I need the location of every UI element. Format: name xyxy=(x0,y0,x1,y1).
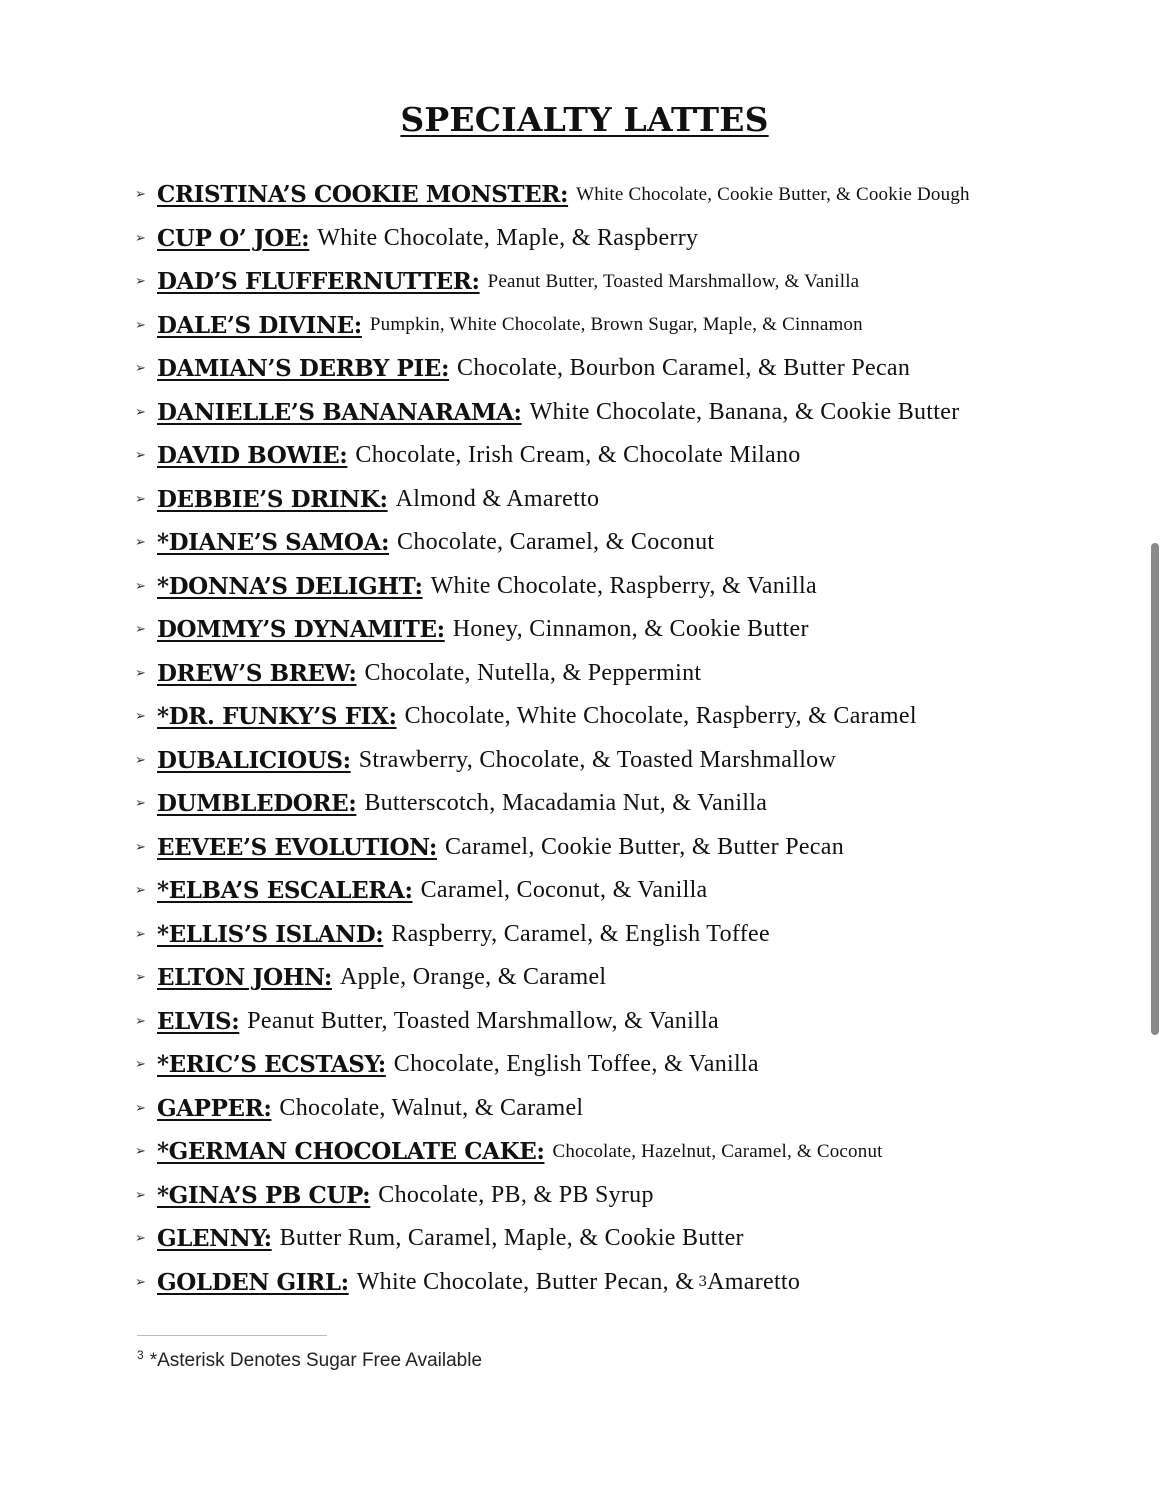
arrow-bullet-icon: ➢ xyxy=(135,1100,146,1116)
latte-ingredients: Honey, Cinnamon, & Cookie Butter xyxy=(452,616,809,643)
latte-name: DANIELLE’S BANANARAMA: xyxy=(157,398,522,426)
latte-name: DOMMY’S DYNAMITE: xyxy=(157,616,445,644)
latte-item xyxy=(135,521,1135,565)
latte-ingredients: Peanut Butter, Toasted Marshmallow, & Vanilla xyxy=(487,270,860,292)
latte-name: *DONNA’S DELIGHT: xyxy=(157,572,423,600)
arrow-bullet-icon: ➢ xyxy=(135,535,146,551)
latte-item xyxy=(135,391,1135,435)
latte-list xyxy=(135,173,1135,1304)
latte-ingredients: Chocolate, Walnut, & Caramel xyxy=(279,1094,584,1121)
latte-item xyxy=(135,434,1135,478)
latte-ingredients: Peanut Butter, Toasted Marshmallow, & Vanilla xyxy=(247,1007,719,1034)
latte-name: CUP O’ JOE: xyxy=(157,224,310,252)
arrow-bullet-icon: ➢ xyxy=(135,622,146,638)
latte-ingredients: Chocolate, Irish Cream, & Chocolate Milano xyxy=(355,442,801,469)
latte-item xyxy=(135,1174,1135,1218)
latte-ingredients: White Chocolate, Banana, & Cookie Butter xyxy=(529,398,960,425)
latte-ingredients: Butter Rum, Caramel, Maple, & Cookie Butter xyxy=(279,1225,744,1252)
latte-name: *GINA’S PB CUP: xyxy=(157,1181,371,1209)
latte-ingredients: White Chocolate, Raspberry, & Vanilla xyxy=(430,572,817,599)
arrow-bullet-icon: ➢ xyxy=(135,1231,146,1247)
latte-name: GLENNY: xyxy=(157,1225,272,1253)
arrow-bullet-icon: ➢ xyxy=(135,274,146,290)
latte-name: EEVEE’S EVOLUTION: xyxy=(157,833,437,861)
arrow-bullet-icon: ➢ xyxy=(135,752,146,768)
arrow-bullet-icon: ➢ xyxy=(135,1187,146,1203)
arrow-bullet-icon: ➢ xyxy=(135,317,146,333)
latte-name: DUBALICIOUS: xyxy=(157,746,351,774)
latte-item xyxy=(135,869,1135,913)
latte-name: DEBBIE’S DRINK: xyxy=(157,485,388,513)
footnote-divider xyxy=(137,1335,327,1336)
latte-ingredients: Butterscotch, Macadamia Nut, & Vanilla xyxy=(364,790,768,817)
arrow-bullet-icon: ➢ xyxy=(135,796,146,812)
footnote-number: 3 xyxy=(137,1347,144,1362)
latte-name: ELTON JOHN: xyxy=(157,964,332,992)
latte-item xyxy=(135,173,1135,217)
latte-item xyxy=(135,1043,1135,1087)
latte-ingredients: Almond & Amaretto xyxy=(395,485,600,512)
latte-item xyxy=(135,608,1135,652)
arrow-bullet-icon: ➢ xyxy=(135,1274,146,1290)
arrow-bullet-icon: ➢ xyxy=(135,883,146,899)
latte-item xyxy=(135,217,1135,261)
latte-name: *ERIC’S ECSTASY: xyxy=(157,1051,386,1079)
latte-item xyxy=(135,1217,1135,1261)
latte-name: GOLDEN GIRL: xyxy=(157,1268,349,1296)
arrow-bullet-icon: ➢ xyxy=(135,970,146,986)
latte-item: ➢ GOLDEN GIRL: White Chocolate, Butter Pecan, & 3 Amaretto xyxy=(135,1268,801,1296)
arrow-bullet-icon: ➢ xyxy=(135,1144,146,1160)
latte-item xyxy=(135,304,1135,348)
latte-name: DUMBLEDORE: xyxy=(157,790,357,818)
arrow-bullet-icon: ➢ xyxy=(135,404,146,420)
latte-ingredients: Caramel, Cookie Butter, & Butter Pecan xyxy=(444,833,844,860)
latte-item xyxy=(135,739,1135,783)
latte-name: *DIANE’S SAMOA: xyxy=(157,529,390,557)
latte-ingredients: White Chocolate, Cookie Butter, & Cookie Dough xyxy=(576,183,970,205)
latte-name: CRISTINA’S COOKIE MONSTER: xyxy=(157,181,569,209)
latte-ingredients: Chocolate, English Toffee, & Vanilla xyxy=(393,1051,759,1078)
arrow-bullet-icon: ➢ xyxy=(135,839,146,855)
latte-item xyxy=(135,1130,1135,1174)
latte-name: DAMIAN’S DERBY PIE: xyxy=(157,355,450,383)
page-title: SPECIALTY LATTES xyxy=(400,100,769,139)
latte-ingredients: Apple, Orange, & Caramel xyxy=(339,964,607,991)
arrow-bullet-icon: ➢ xyxy=(135,1057,146,1073)
arrow-bullet-icon: ➢ xyxy=(135,665,146,681)
latte-name: *ELLIS’S ISLAND: xyxy=(157,920,384,948)
latte-name: ELVIS: xyxy=(157,1007,240,1035)
latte-item xyxy=(135,478,1135,522)
latte-item xyxy=(135,695,1135,739)
vertical-scrollbar[interactable] xyxy=(1151,543,1159,1035)
latte-ingredients: Chocolate, White Chocolate, Raspberry, & Caramel xyxy=(404,703,917,730)
arrow-bullet-icon: ➢ xyxy=(135,448,146,464)
latte-name: DAVID BOWIE: xyxy=(157,442,348,470)
latte-item xyxy=(135,347,1135,391)
arrow-bullet-icon: ➢ xyxy=(135,187,146,203)
latte-ingredients: Chocolate, Hazelnut, Caramel, & Coconut xyxy=(552,1140,883,1162)
arrow-bullet-icon: ➢ xyxy=(135,1013,146,1029)
arrow-bullet-icon: ➢ xyxy=(135,578,146,594)
arrow-bullet-icon: ➢ xyxy=(135,926,146,942)
latte-item xyxy=(135,956,1135,1000)
latte-name: *DR. FUNKY’S FIX: xyxy=(157,703,397,731)
latte-ingredients: Chocolate, Bourbon Caramel, & Butter Pecan xyxy=(457,355,911,382)
footnote xyxy=(137,1347,483,1372)
arrow-bullet-icon: ➢ xyxy=(135,709,146,725)
latte-name: GAPPER: xyxy=(157,1094,272,1122)
latte-ingredients: Chocolate, PB, & PB Syrup xyxy=(378,1181,654,1208)
latte-item xyxy=(135,913,1135,957)
latte-item xyxy=(135,826,1135,870)
latte-ingredients: Pumpkin, White Chocolate, Brown Sugar, Maple, & Cinnamon xyxy=(369,314,863,336)
latte-ingredients: White Chocolate, Butter Pecan, & xyxy=(356,1268,695,1295)
latte-ingredients: White Chocolate, Maple, & Raspberry xyxy=(317,224,699,251)
arrow-bullet-icon: ➢ xyxy=(135,361,146,377)
latte-item xyxy=(135,260,1135,304)
latte-name: *ELBA’S ESCALERA: xyxy=(157,877,413,905)
latte-item xyxy=(135,1087,1135,1131)
latte-ingredients: Caramel, Coconut, & Vanilla xyxy=(420,877,708,904)
footnote-text: *Asterisk Denotes Sugar Free Available xyxy=(149,1350,483,1371)
arrow-bullet-icon: ➢ xyxy=(135,230,146,246)
latte-ingredients-suffix: Amaretto xyxy=(707,1268,801,1295)
latte-item xyxy=(135,1000,1135,1044)
latte-item xyxy=(135,565,1135,609)
latte-ingredients: Raspberry, Caramel, & English Toffee xyxy=(391,920,770,947)
latte-ingredients: Strawberry, Chocolate, & Toasted Marshmallow xyxy=(358,746,837,773)
latte-name: DAD’S FLUFFERNUTTER: xyxy=(157,268,480,296)
latte-item xyxy=(135,652,1135,696)
arrow-bullet-icon: ➢ xyxy=(135,491,146,507)
latte-name: *GERMAN CHOCOLATE CAKE: xyxy=(157,1138,545,1166)
latte-ingredients: Chocolate, Caramel, & Coconut xyxy=(397,529,715,556)
latte-ingredients: Chocolate, Nutella, & Peppermint xyxy=(364,659,702,686)
latte-item xyxy=(135,782,1135,826)
latte-name: DALE’S DIVINE: xyxy=(157,311,362,339)
latte-name: DREW’S BREW: xyxy=(157,659,357,687)
